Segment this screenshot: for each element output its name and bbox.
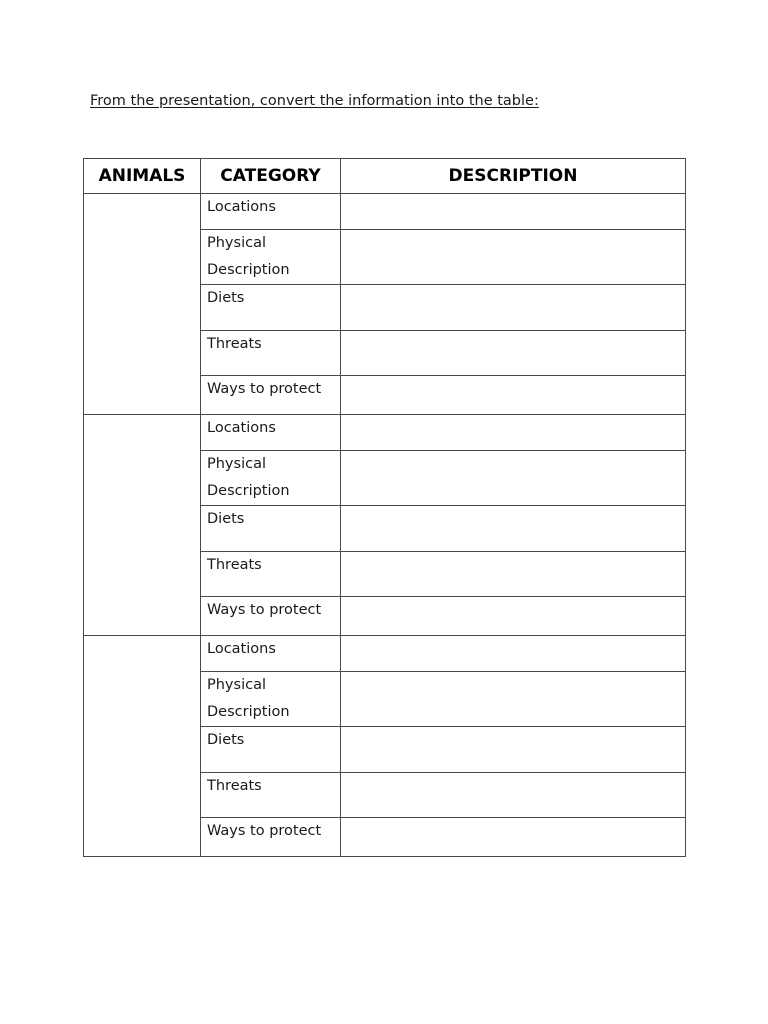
category-cell: Ways to protect [201,818,341,857]
header-animals: ANIMALS [84,159,201,194]
animal-name-cell[interactable] [84,194,201,415]
category-cell: Locations [201,415,341,451]
category-cell: Physical Description [201,672,341,727]
description-cell[interactable] [341,194,686,230]
category-cell: Locations [201,636,341,672]
category-cell: Threats [201,331,341,376]
category-cell: Diets [201,285,341,331]
category-cell: Physical Description [201,230,341,285]
description-cell[interactable] [341,415,686,451]
description-cell[interactable] [341,552,686,597]
header-description: DESCRIPTION [341,159,686,194]
description-cell[interactable] [341,451,686,506]
category-cell: Threats [201,552,341,597]
category-cell: Ways to protect [201,597,341,636]
animal-name-cell[interactable] [84,636,201,857]
description-cell[interactable] [341,331,686,376]
category-cell: Diets [201,506,341,552]
description-cell[interactable] [341,818,686,857]
table-body [84,194,686,857]
description-cell[interactable] [341,506,686,552]
description-cell[interactable] [341,376,686,415]
animals-table [83,158,686,857]
description-cell[interactable] [341,727,686,773]
instruction-text: From the presentation, convert the information into the table: [90,93,539,109]
header-category: CATEGORY [201,159,341,194]
category-cell: Ways to protect [201,376,341,415]
animal-name-cell[interactable] [84,415,201,636]
category-cell: Threats [201,773,341,818]
description-cell[interactable] [341,773,686,818]
description-cell[interactable] [341,230,686,285]
table-row [84,194,686,230]
category-cell: Diets [201,727,341,773]
description-cell[interactable] [341,636,686,672]
table-row [84,636,686,672]
description-cell[interactable] [341,285,686,331]
table-row [84,415,686,451]
category-cell: Physical Description [201,451,341,506]
description-cell[interactable] [341,597,686,636]
table-header-row [84,159,686,194]
category-cell: Locations [201,194,341,230]
description-cell[interactable] [341,672,686,727]
